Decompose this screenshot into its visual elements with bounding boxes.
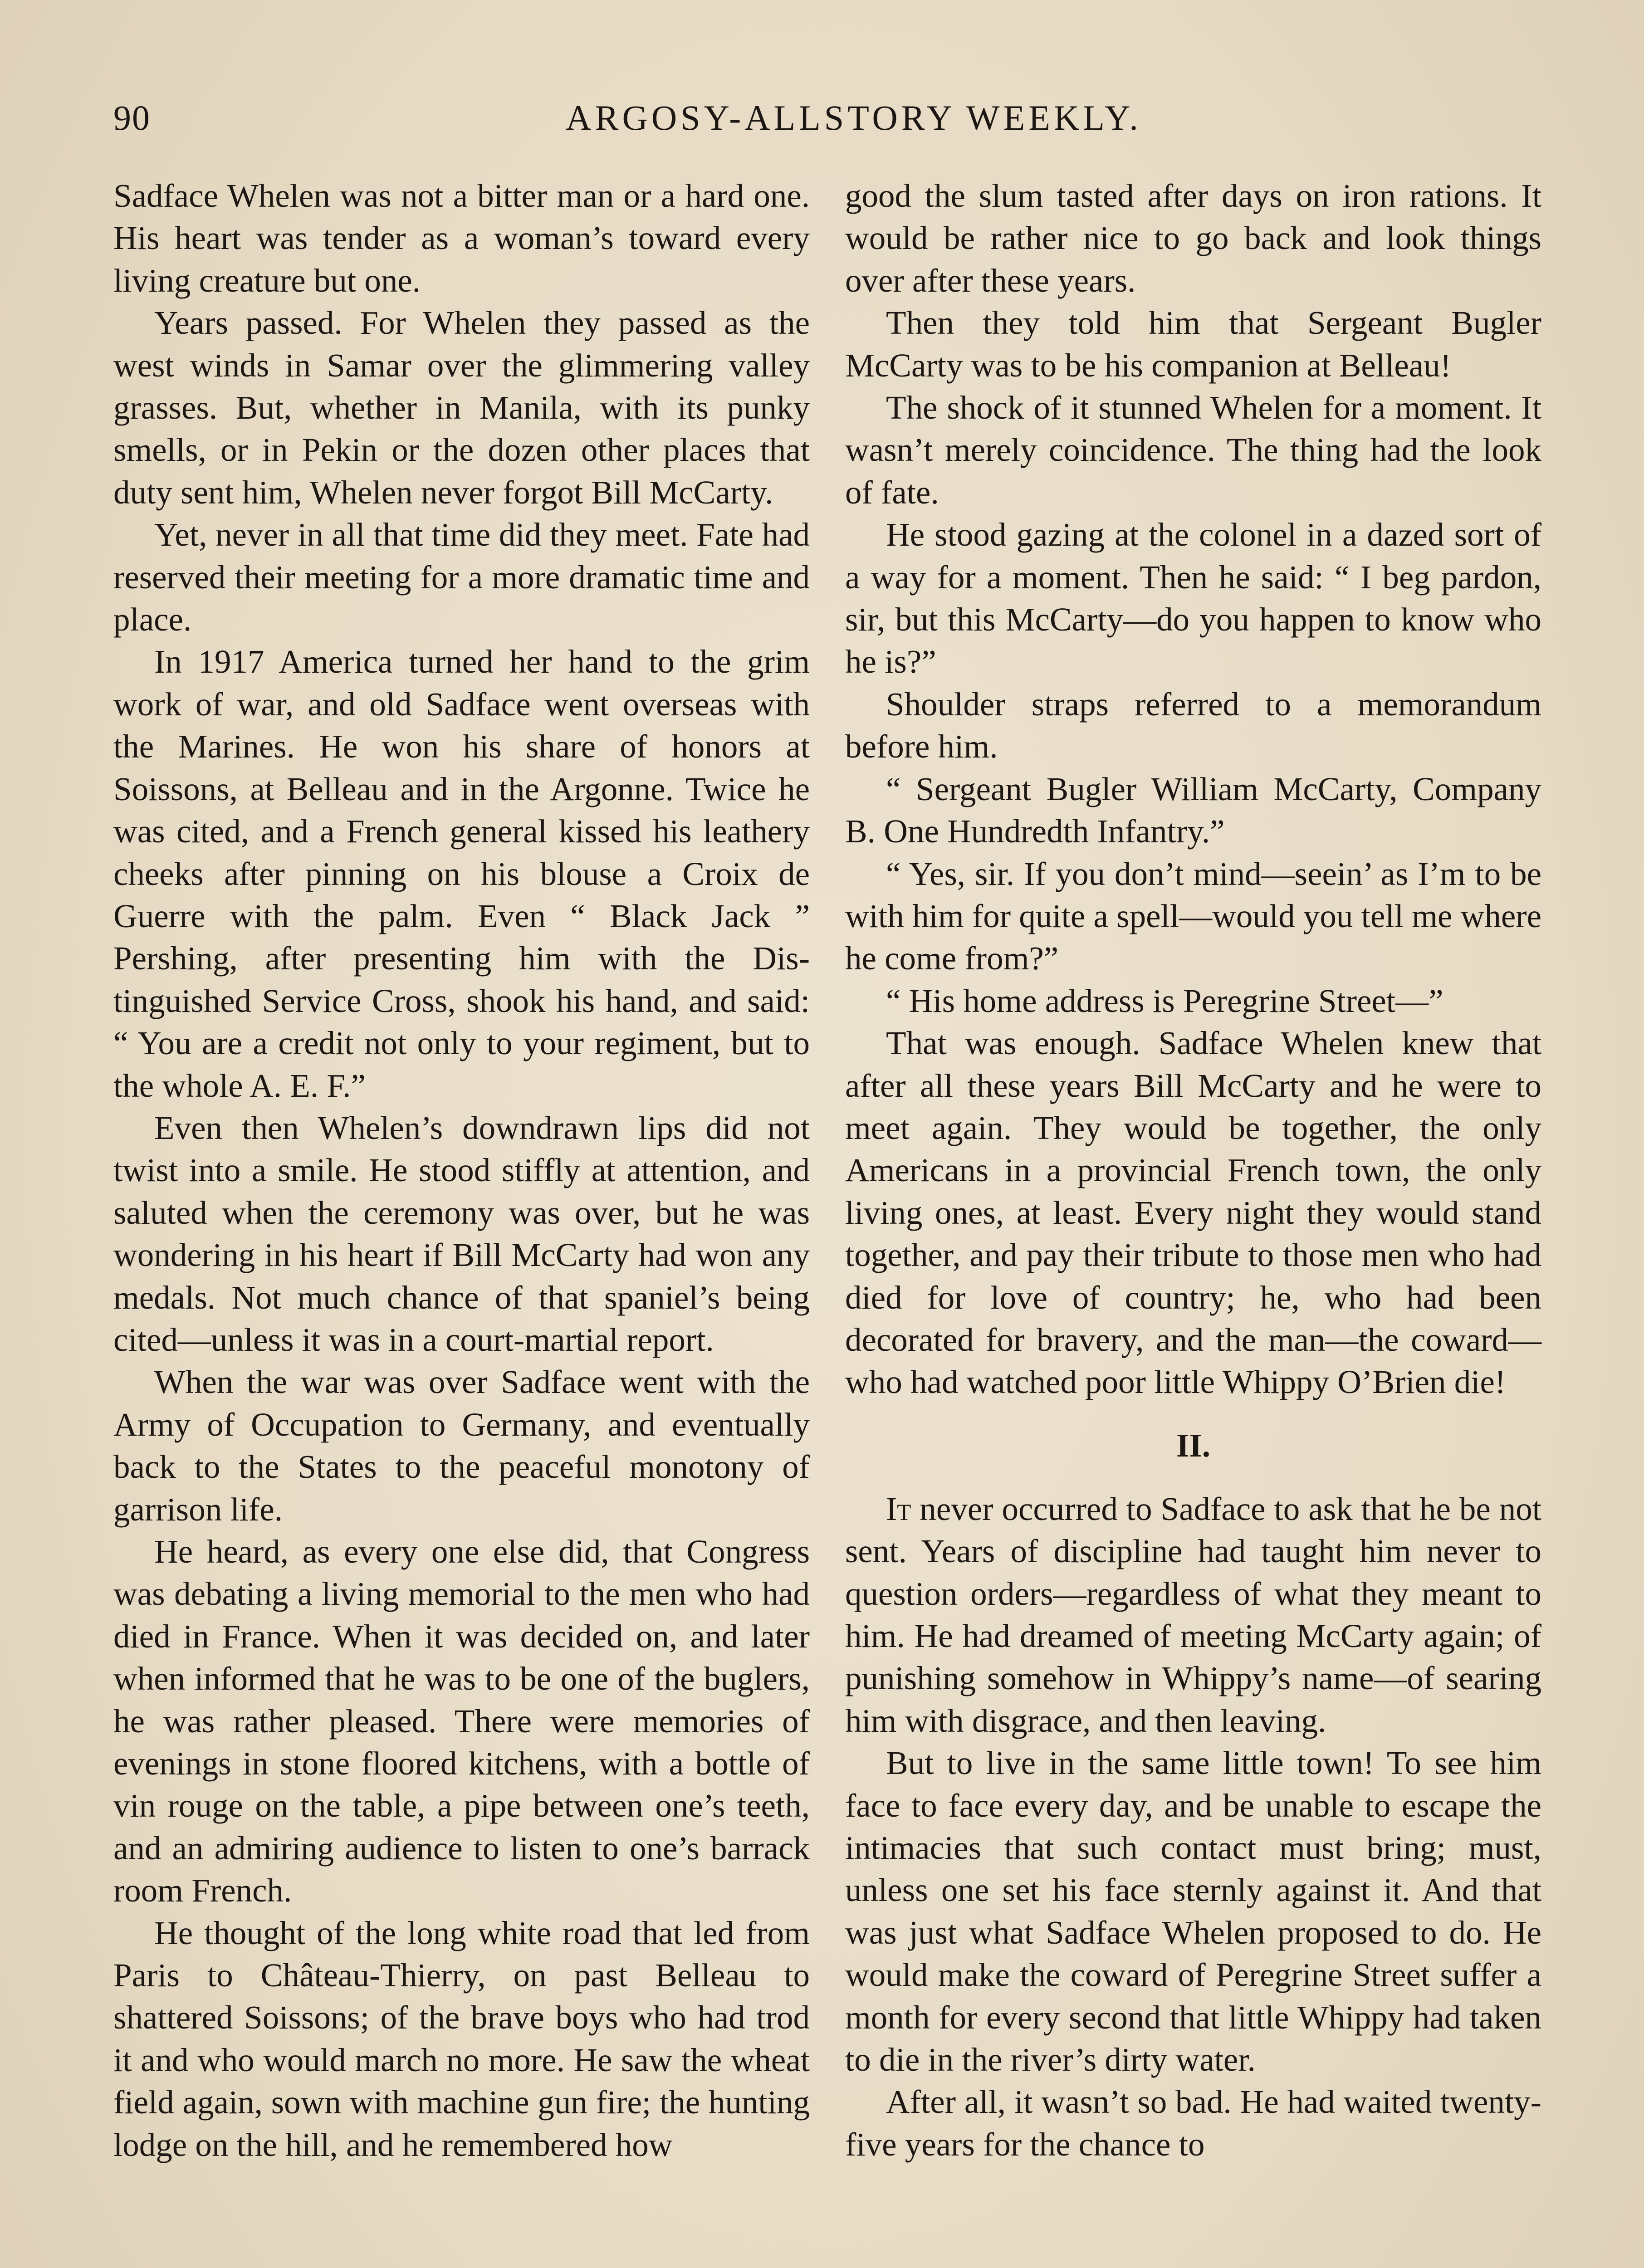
left-column — [113, 175, 810, 2166]
paragraph: “ Sergeant Bugler William McCarty, Company B. One Hundredth Infantry.” — [845, 770, 1541, 850]
paragraph: That was enough. Sadface Whelen knew that after all these years Bill McCarty and he were to meet again. They would be together, the only Americans in a provincial French town, the only living ones, at least. Every night they would stand together, and pay their tribute to those men who had died for love of country; he, who had been decorated for bravery, and the man—the coward—who had watched poor little Whippy O’Brien die! — [845, 1025, 1541, 1401]
paragraph: When the war was over Sadface went with the Army of Occupation to Germany, and eventually back to the States to the peaceful monotony of garrison life. — [113, 1364, 810, 1528]
paragraph: In 1917 America turned her hand to the grim work of war, and old Sadface went overseas with the Marines. He won his share of honors at Soissons, at Belleau and in the Argonne. Twice he was cited, and a French general kissed his leathery cheeks after pinning on his blouse a Croix de Guerre with the palm. Even “ Black Jack ” Pershing, after presenting him with the Distinguished Service Cross, shook his hand, and said: “ You are a credit not only to your regiment, but to the whole A. E. F.” — [113, 643, 810, 1104]
page-number: 90 — [113, 98, 151, 137]
paragraph: Yet, never in all that time did they meet. Fate had reserved their meeting for a more dramatic time and place. — [113, 516, 810, 638]
paragraph: He thought of the long white road that led from Paris to Château-Thierry, on past Belleau to shattered Soissons; of the brave boys who had trod it and who would march no more. He saw the wheat field again, sown with machine gun fire; the hunting lodge on the hill, and he remembered how — [113, 1914, 810, 2163]
paragraph: But to live in the same little town! To see him face to face every day, and be unable to escape the intimacies that such contact must bring; must, unless one set his face sternly against it. And that was just what Sadface Whelen proposed to do. He would make the coward of Peregrine Street suffer a month for every second that little Whippy had taken to die in the river’s dirty water. — [845, 1745, 1541, 2078]
paragraph: Even then Whelen’s downdrawn lips did not twist into a smile. He stood stiffly at attention, and saluted when the ceremony was over, but he was wondering in his heart if Bill McCarty had won any medals. Not much chance of that spaniel’s being cited—unless it was in a court-martial report. — [113, 1109, 810, 1358]
paragraph: He stood gazing at the colonel in a dazed sort of a way for a moment. Then he said: “ I beg pardon, sir, but this McCarty—do you happen to know who he is?” — [845, 516, 1541, 680]
paragraph: Shoulder straps referred to a memorandum before him. — [845, 685, 1541, 765]
carryover-paragraph: good the slum tasted after days on iron rations. It would be rather nice to go back and look things over after these years. — [845, 177, 1541, 299]
right-column — [845, 175, 1541, 2165]
paragraph: After all, it wasn’t so bad. He had waited twenty-five years for the chance to — [845, 2083, 1541, 2163]
paragraph: “ Yes, sir. If you don’t mind—seein’ as I’m to be with him for quite a spell—would you tell me where he come from?” — [845, 855, 1541, 977]
paragraph: “ His home address is Peregrine Street—” — [886, 982, 1443, 1019]
paragraph: Then they told him that Sergeant Bugler McCarty was to be his companion at Belleau! — [845, 304, 1541, 384]
section-heading: II. — [1176, 1427, 1211, 1464]
paragraph: Years passed. For Whelen they passed as the west winds in Samar over the glimmering valley grasses. But, whether in Manila, with its punky smells, or in Pekin or the dozen other places that duty sent him, Whelen never forgot Bill McCarty. — [113, 304, 810, 511]
section-opening-text: never occurred to Sadface to ask that he be not sent. Years of discipline had taught him never to question orders—regardless of what they meant to him. He had dreamed of meeting McCarty again; of punishing somehow in Whippy’s name—of searing him with disgrace, and then leaving. — [845, 1490, 1541, 1739]
section-opening-word: It — [886, 1490, 911, 1527]
section-opening-paragraph — [845, 1488, 1541, 1742]
paragraph: He heard, as every one else did, that Congress was debating a living memorial to the men who had died in France. When it was decided on, and later when informed that he was to be one of the buglers, he was rather pleased. There were memories of evenings in stone floored kitchens, with a bottle of vin rouge on the table, a pipe between one’s teeth, and an admiring audience to listen to one’s barrack room French. — [113, 1533, 810, 1909]
paragraph: Sadface Whelen was not a bitter man or a hard one. His heart was tender as a woman’s toward every living creature but one. — [113, 177, 810, 299]
paragraph: The shock of it stunned Whelen for a moment. It wasn’t merely coincidence. The thing had the look of fate. — [845, 389, 1541, 511]
running-title: ARGOSY-ALLSTORY WEEKLY. — [566, 98, 1142, 137]
page-header — [113, 98, 1531, 147]
